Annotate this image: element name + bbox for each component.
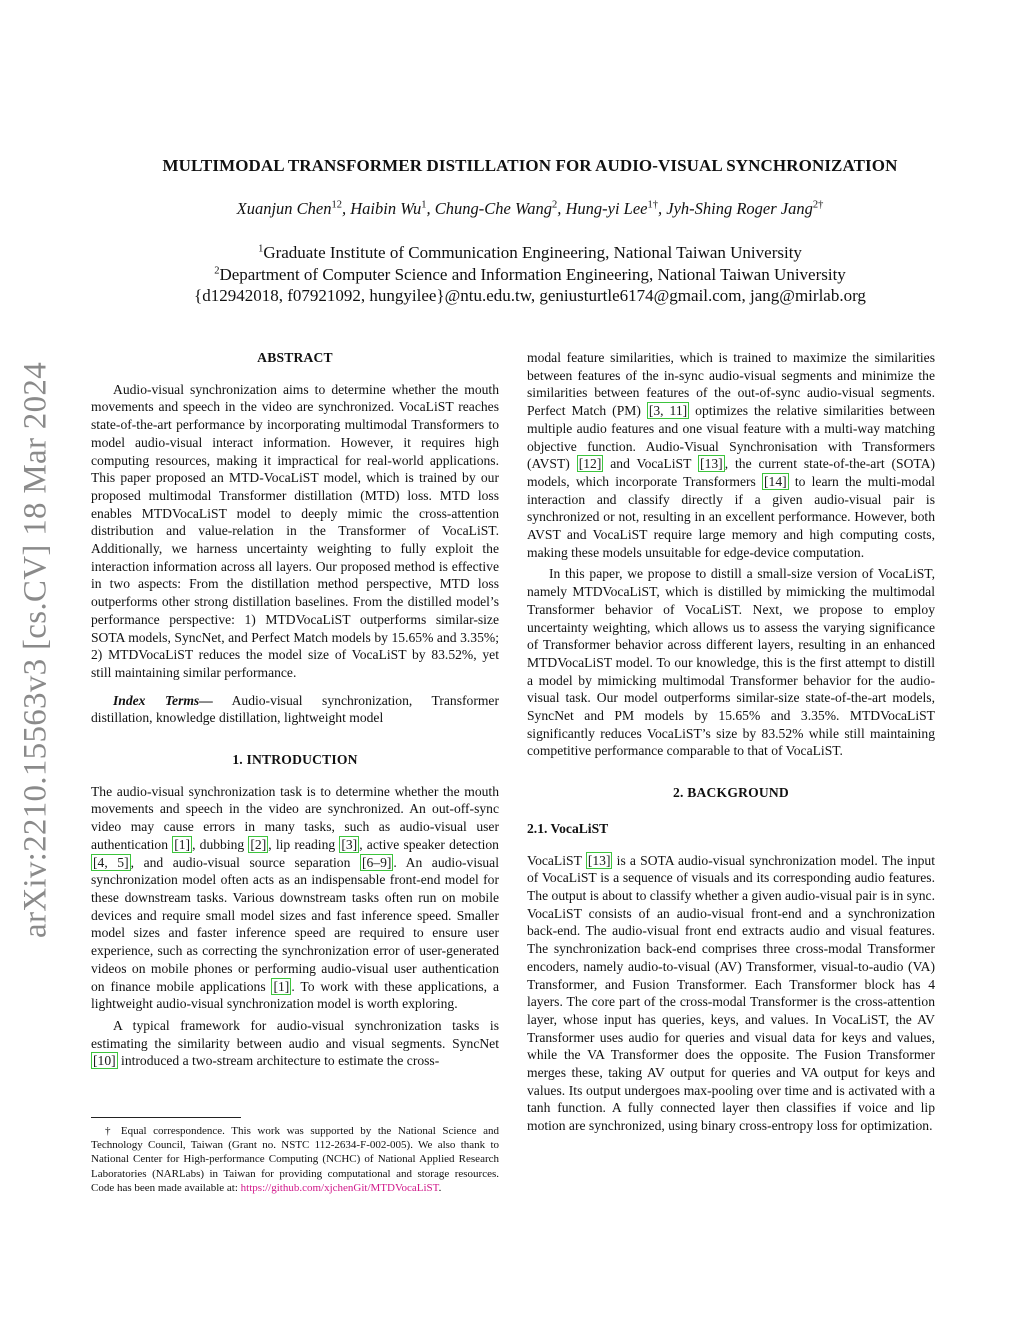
code-repo-link[interactable]: https://github.com/xjchenGit/MTDVocaLiST xyxy=(240,1181,439,1194)
author-list xyxy=(90,199,970,219)
affiliation-1: $^1$Graduate Institute of Communication Engineering, National Taiwan University xyxy=(258,243,802,262)
affiliations xyxy=(90,242,970,307)
right-column xyxy=(527,349,935,1139)
author: Jyh-Shing Roger Jang$^{2\dagger}$ xyxy=(666,199,824,218)
intro-paragraph-2-cont: modal feature similarities, which is trained to maximize the similarities between features of the in-sync audio-visual segments and minimize the similarities between features of the out-of-sync audio-visual segments. Perfect Match (PM) [3, 11] optimizes the relative similarities between multiple audio features and one visual feature with a multi-way matching objective function. Audio-Visual Synchronisation with Transformers (AVST) [12] and VocaLiST [13] , the current state-of-the-art (SOTA) models, which incorporate Transformers [14] to learn the multi-modal interaction and classify directly if a given audio-visual pair is synchronized or not, resulting in an excellent performance. However, both AVST and VocaLiST require large memory and high computing costs, making these models unsuitable for edge-device computation. xyxy=(527,350,935,560)
left-column xyxy=(91,349,499,1074)
background-paragraph-1: VocaLiST [13] is a SOTA audio-visual synchronization model. The input of VocaLiST is a sequence of visuals and its corresponding audio features. The output is about to classify whether a given audio-visual pair is in sync. VocaLiST consists of an audio-visual front-end and a synchronization back-end. The audio-visual front end extracts audio and visual features. The synchronization back-end comprises three cross-modal Transformer encoders, namely audio-to-visual (AV) Transformer, visual-to-audio (VA) Transformer, and Fusion Transformer. Each Transformer block has 4 layers. The core part of the cross-modal Transformer is the cross-attention layer, whose input has queries, keys, and values. In VocaLiST, the AV Transformer uses audio for queries and visual data for keys and values, while the VA Transformer does the opposite. The Fusion Transformer merges these, taking AV output for queries and VA output for keys and values. Its output undergoes max-pooling over time and is activated with a tanh function. A fully connected layer then classifies if voice and lip motion are synchronized, using binary cross-entropy loss for optimization. xyxy=(527,852,935,1134)
footnote xyxy=(91,1117,499,1195)
arxiv-identifier-stamp xyxy=(6,350,66,950)
introduction-heading: 1. INTRODUCTION xyxy=(232,752,358,768)
author-emails: {d12942018, f07921092, hungyilee}@ntu.edu.tw, geniusturtle6174@gmail.com, jang@mirlab.org xyxy=(194,286,866,305)
citation-link[interactable]: [10] xyxy=(93,1053,116,1069)
citation-link[interactable]: [14] xyxy=(764,473,787,489)
citation-link[interactable]: [2] xyxy=(250,836,267,852)
citation-link[interactable]: [3] xyxy=(341,836,358,852)
vocalist-subheading: 2.1. VocaLiST xyxy=(527,820,609,836)
citation-link[interactable]: [1] xyxy=(273,978,290,994)
background-heading: 2. BACKGROUND xyxy=(673,785,789,801)
citation-link[interactable]: [6–9] xyxy=(361,854,392,870)
intro-paragraph-3: In this paper, we propose to distill a small-size version of VocaLiST, namely MTDVocaLiST, which is distilled by mimicking the multimodal Transformer behavior of VocaLiST. Next, we propose to employ uncertainty weighting, which allows us to assess the varying significance of Transformer behavior across different layers, resulting in an enhanced MTDVocaLiST model. To our knowledge, this is the first attempt to distill a model by mimicking multimodal Transformer behavior for the audio-visual task. Our model outperforms similar-size state-of-the-art models, SyncNet and PM models by 15.65% and 3.35%. MTDVocaLiST significantly reduces VocaLiST’s size by 83.52% while still maintaining competitive performance comparable to that of VocaLiST. xyxy=(527,566,935,759)
author: Hung-yi Lee$^{1\dagger}$, xyxy=(565,199,667,218)
author: Xuanjun Chen$^{12}$, xyxy=(236,199,351,218)
footnote-rule xyxy=(91,1117,241,1118)
author: Chung-Che Wang$^2$, xyxy=(434,199,566,218)
arxiv-id-text: arXiv:2210.15563v3 [cs.CV] 18 Mar 2024 xyxy=(17,362,54,938)
abstract-text: Audio-visual synchronization aims to determine whether the mouth movements and speech in the video are synchronized. VocaLiST reaches state-of-the-art performance by incorporating multimodal Transformers to model audio-visual interact information. However, it requires high computing resources, making it impractical for real-world applications. This paper proposed an MTD-VocaLiST model, which is trained by our proposed multimodal Transformer distillation (MTD) loss. MTD loss enables MTDVocaLiST model to deeply mimic the cross-attention distribution and value-relation in the Transformer of VocaLiST. Additionally, we harness uncertainty weighting to fully exploit the interaction information across all layers. Our proposed method is effective in two aspects: From the distillation method perspective, MTD loss outperforms other strong distillation baselines. From the distilled model’s performance perspective: 1) MTDVocaLiST outperforms similar-size SOTA models, SyncNet, and Perfect Match models by 15.65% and 3.35%; 2) MTDVocaLiST reduces the model size of VocaLiST by 83.52%, yet still maintaining similar performance. xyxy=(91,381,499,680)
author: Haibin Wu$^1$, xyxy=(350,199,435,218)
citation-link[interactable]: [3, 11] xyxy=(648,403,688,419)
footnote-text: † Equal correspondence. This work was supported by the National Science and Technology Council, Taiwan (Grant no. NSTC 112-2634-F-002-005). We also thank to National Center for High-performance Computing (NCHC) of National Applied Research Laboratories (NARLabs) in Taiwan for providing computational and storage resources. Code has been made available at: https://github.com/xjchenGit/MTDVocaLiST. xyxy=(91,1125,499,1194)
citation-link[interactable]: [12] xyxy=(578,456,602,472)
citation-link[interactable]: [1] xyxy=(174,836,191,852)
citation-link[interactable]: [13] xyxy=(587,852,611,868)
intro-paragraph-2-start: A typical framework for audio-visual synchronization tasks is estimating the similarity between audio and visual segments. SyncNet [10] introduced a two-stream architecture to estimate the cross- xyxy=(91,1017,499,1069)
index-terms: Index Terms— Audio-visual synchronization, Transformer distillation, knowledge distillation, lightweight model xyxy=(91,692,499,726)
citation-link[interactable]: [13] xyxy=(700,456,723,472)
intro-paragraph-1: The audio-visual synchronization task is to determine whether the mouth movements and speech in the video are synchronized. An out-off-sync video may cause errors in many tasks, such as audio-visual user authentication [1] , dubbing [2] , lip reading [3] , active speaker detection [4, 5] , and audio-visual source separation [6–9] . An audio-visual synchronization model often acts as an indispensable front-end model for these downstream tasks. Various downstream tasks often run on mobile devices and require small model sizes and fast inference speed. Smaller model sizes and faster inference speed are required to ensure user experience, such as correcting the synchronization error of user-generated videos on mobile phones or performing audio-visual user authentication on finance mobile applications [1] . To work with these applications, a lightweight audio-visual synchronization model is worth exploring. xyxy=(91,783,499,1012)
paper-title: MULTIMODAL TRANSFORMER DISTILLATION FOR AUDIO-VISUAL SYNCHRONIZATION xyxy=(162,156,898,175)
citation-link[interactable]: [4, 5] xyxy=(93,854,129,870)
abstract-heading: ABSTRACT xyxy=(257,350,333,365)
affiliation-2: $^2$Department of Computer Science and Information Engineering, National Taiwan University xyxy=(214,264,846,284)
